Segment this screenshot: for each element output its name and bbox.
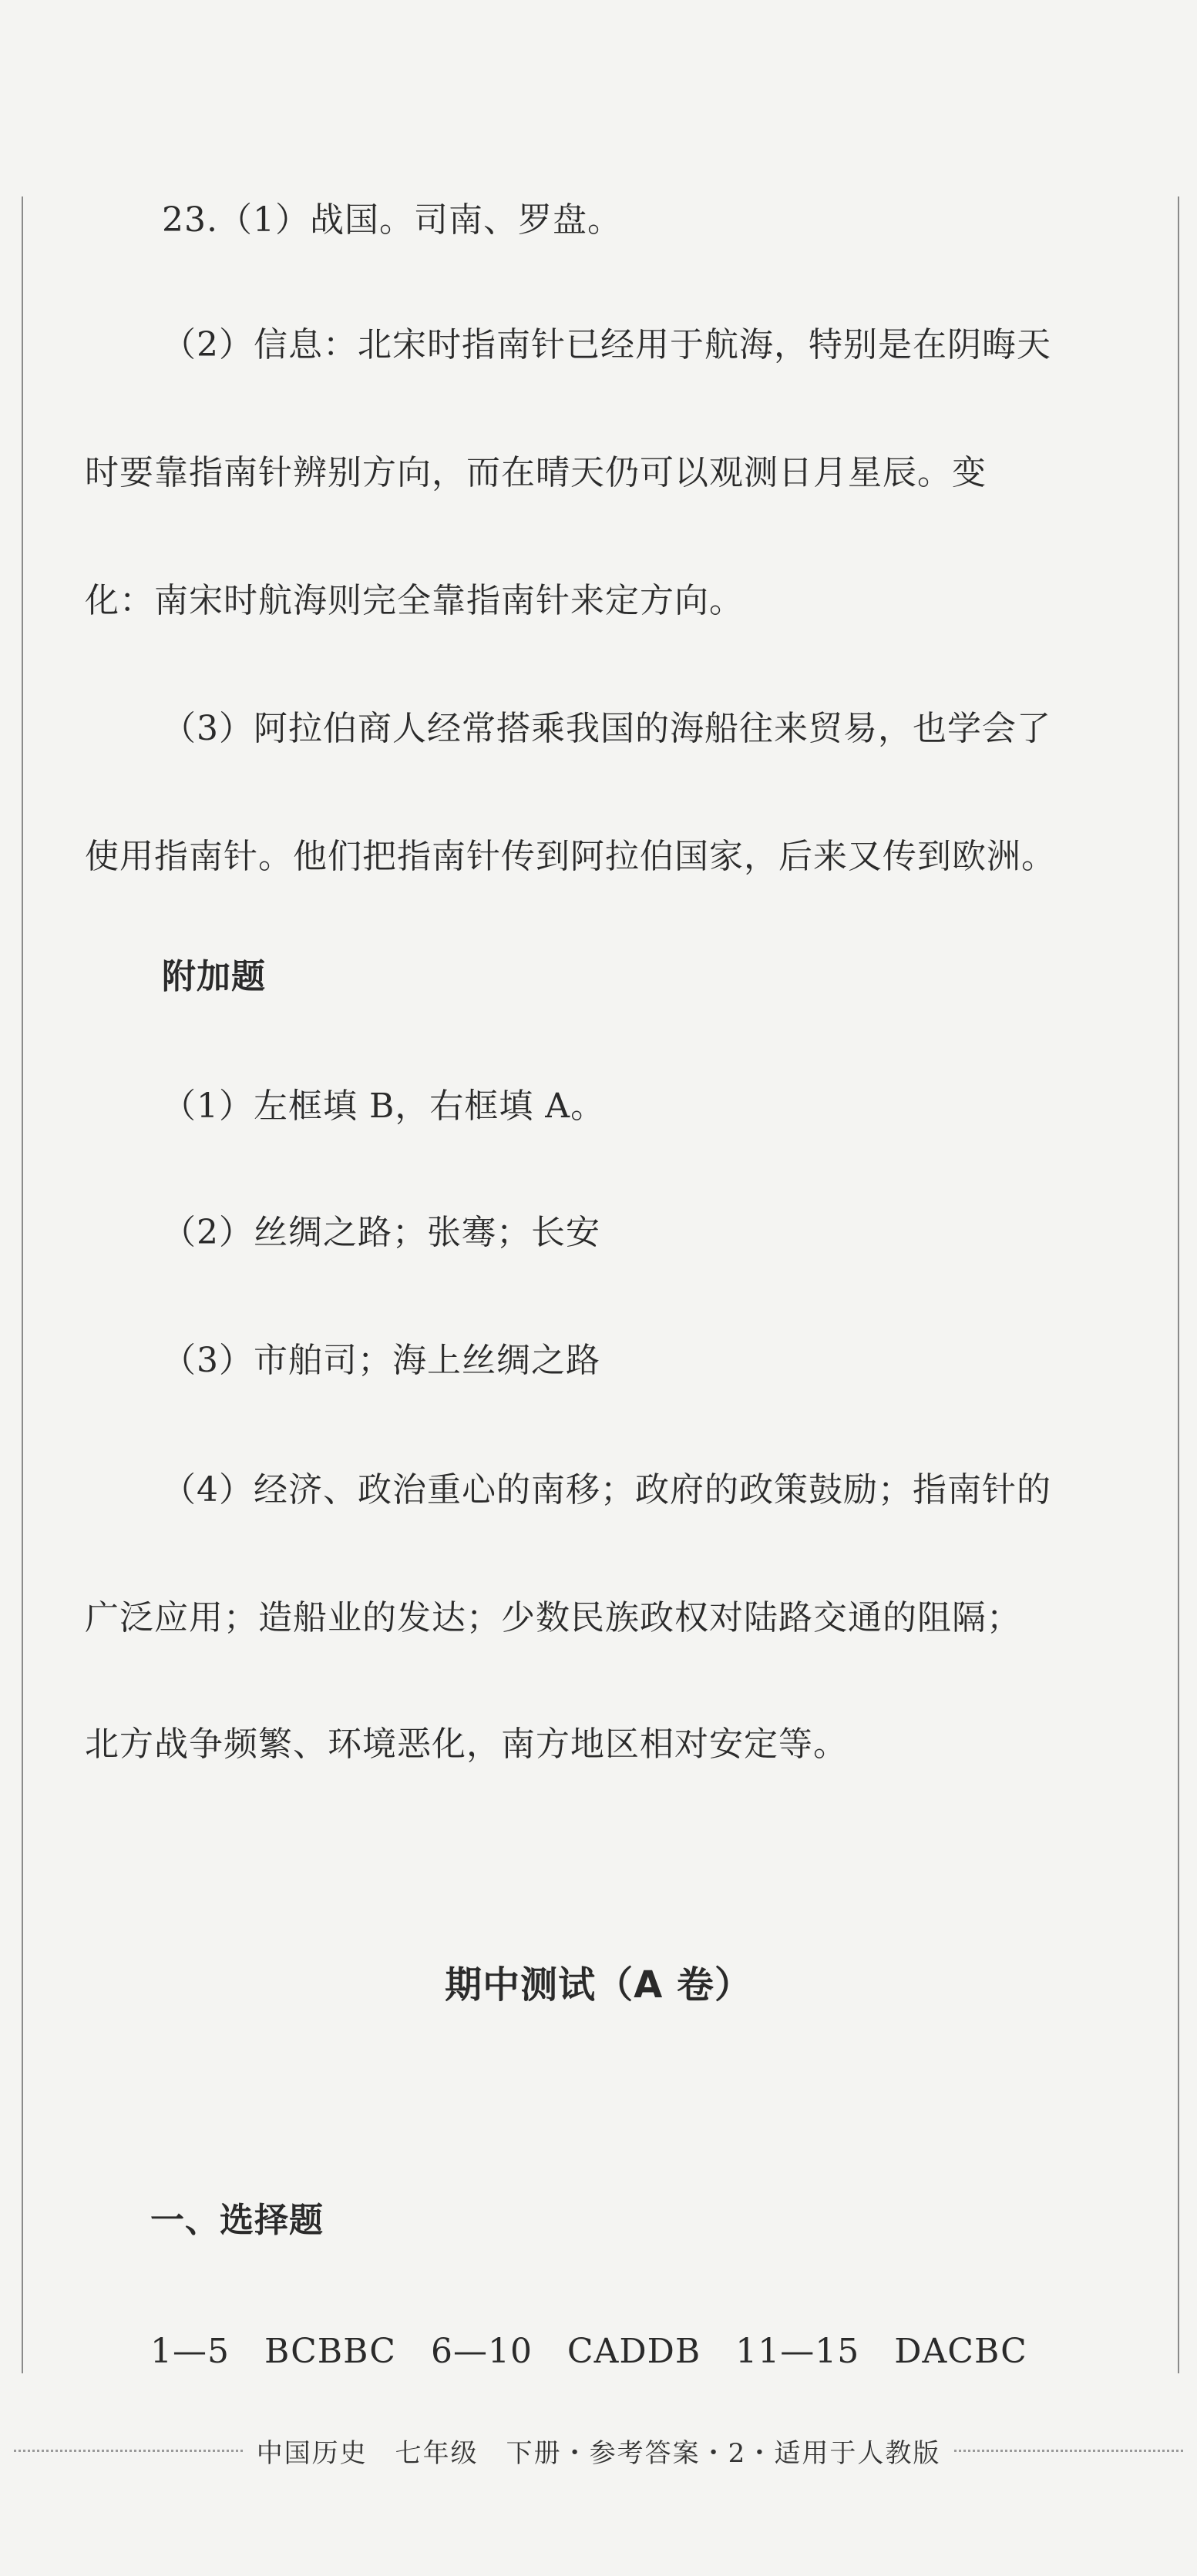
section-choice-heading: 一、选择题 [150,2201,324,2240]
footer-text: 中国历史 七年级 下册・参考答案・2・适用于人教版 [256,2437,941,2469]
footer-dots-right [954,2450,1183,2452]
left-margin-line [22,196,23,2373]
extra-answer-3: （3）市舶司；海上丝绸之路 [162,1341,600,1380]
q23-part2-line2: 时要靠指南针辨别方向，而在晴天仍可以观测日月星辰。变 [85,453,987,492]
footer-dots-left [14,2450,243,2452]
q23-part1: 23.（1）战国。司南、罗盘。 [162,200,622,240]
extra-answer-4-line1: （4）经济、政治重心的南移；政府的政策鼓励；指南针的 [162,1470,1051,1510]
extra-answer-2: （2）丝绸之路；张骞；长安 [162,1213,600,1252]
right-margin-line [1178,196,1179,2373]
q23-part3-line2: 使用指南针。他们把指南针传到阿拉伯国家，后来又传到欧洲。 [85,837,1056,876]
midterm-title: 期中测试（A 卷） [445,1963,752,2007]
extra-answer-4-line3: 北方战争频繁、环境恶化，南方地区相对安定等。 [85,1725,848,1764]
extra-heading: 附加题 [162,957,266,996]
q23-part2-line1: （2）信息：北宋时指南针已经用于航海，特别是在阴晦天 [162,325,1051,364]
page-footer [0,2427,1197,2474]
q23-part2-line3: 化：南宋时航海则完全靠指南针来定方向。 [85,581,744,620]
q23-part3-line1: （3）阿拉伯商人经常搭乘我国的海船往来贸易，也学会了 [162,709,1051,748]
extra-answer-1: （1）左框填 B，右框填 A。 [162,1086,606,1126]
extra-answer-4-line2: 广泛应用；造船业的发达；少数民族政权对陆路交通的阻隔； [85,1598,1021,1637]
choice-answers: 1—5 BCBBC 6—10 CADDB 11—15 DACBC [150,2332,1027,2371]
